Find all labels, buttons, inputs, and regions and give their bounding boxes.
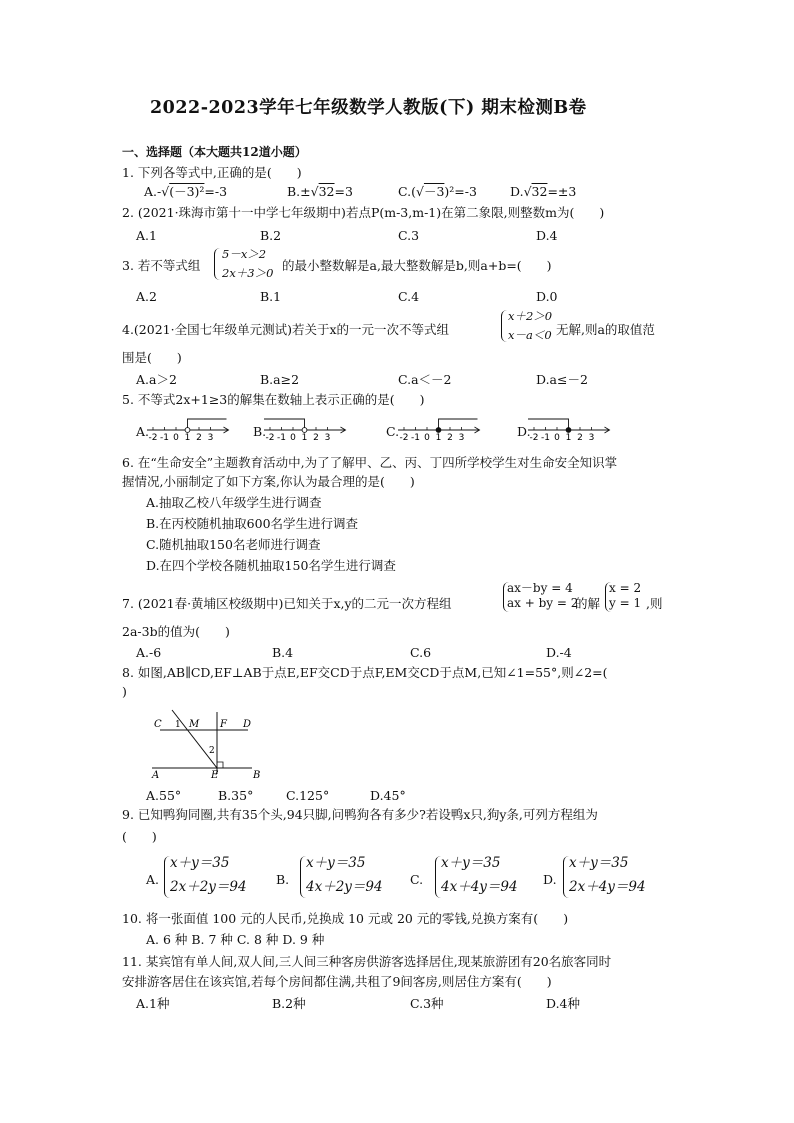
q7-post: ,则: [646, 596, 663, 611]
tick-label: -2: [399, 433, 409, 443]
q9-b-eq-1: x＋y＝35: [306, 855, 366, 871]
q4-option-b: B.a≥2: [260, 372, 300, 387]
label-m: M: [189, 719, 200, 730]
tick-label: 0: [173, 433, 179, 443]
solution-ray: [188, 419, 227, 430]
q9-b-eq-2: 4x＋2y＝94: [306, 879, 383, 895]
q4-option-d: D.a≤－2: [536, 372, 588, 387]
q1-d-radicand: 32: [531, 184, 548, 199]
q6-line-2: 握情况,小丽制定了如下方案,你认为最合理的是( ): [122, 474, 415, 489]
q3-option-b: B.1: [260, 289, 282, 304]
label-f: F: [220, 719, 227, 730]
q7-option-b: B.4: [272, 645, 294, 660]
q3-option-c: C.4: [398, 289, 420, 304]
q5-label-c: C.: [386, 424, 400, 439]
label-e: E: [211, 770, 219, 781]
q7-option-c: C.6: [410, 645, 432, 660]
tick-label: 1: [301, 433, 308, 443]
q6-option-a: A.抽取乙校八年级学生进行调查: [146, 495, 322, 510]
q9-c-eq-2: 4x＋4y＝94: [441, 879, 518, 895]
label-a: A: [152, 770, 160, 781]
q10-options: A. 6 种 B. 7 种 C. 8 种 D. 9 种: [146, 932, 325, 947]
q7-sol-1: x = 2: [609, 581, 642, 595]
q9-option-d-label: D.: [543, 872, 557, 887]
q1-a-radicand: (－3)²: [169, 184, 205, 199]
q3-ineq-1: 5－x＞2: [222, 247, 267, 261]
q8-line-1: 8. 如图,AB∥CD,EF⊥AB于点E,EF交CD于点F,EM交CD于点M,已知∠1=55°,则∠2=(: [122, 665, 608, 680]
q9-option-a-label: A.: [146, 872, 160, 887]
tick-label: 3: [207, 433, 214, 443]
radical-sign: √: [161, 184, 170, 199]
q11-option-b: B.2种: [272, 996, 306, 1011]
q2-option-c: C.3: [398, 228, 420, 243]
q9-option-b-label: B.: [276, 872, 290, 887]
tick-label: 1: [565, 433, 572, 443]
q7-cont: 2a-3b的值为( ): [122, 624, 230, 639]
q6-option-b: B.在丙校随机抽取600名学生进行调查: [146, 516, 359, 531]
label-angle-2: 2: [209, 746, 215, 756]
q6-line-1: 6. 在“生命安全”主题教育活动中,为了了解甲、乙、丙、丁四所学校学生对生命安全知识掌: [122, 455, 618, 470]
q8-option-b: B.35°: [218, 788, 254, 803]
tick-label: 0: [424, 433, 430, 443]
q9-line-1: 9. 已知鸭狗同圈,共有35个头,94只脚,问鸭狗各有多少?若设鸭x只,狗y条,可列方程组为: [122, 807, 598, 822]
q1-b-post: =3: [334, 184, 353, 199]
tick-label: 3: [588, 433, 595, 443]
solution-ray: [439, 419, 478, 430]
q4-ineq-2: x－a＜0: [508, 328, 552, 342]
number-line-c: [398, 419, 480, 443]
radical-sign: √: [523, 184, 532, 199]
tick-label: 0: [290, 433, 296, 443]
q8-line-2: ): [122, 684, 127, 699]
q3-pre: 3. 若不等式组: [122, 258, 201, 273]
q3-option-d: D.0: [536, 289, 558, 304]
tick-label: -1: [541, 433, 550, 443]
q2-option-d: D.4: [536, 228, 558, 243]
tick-label: 1: [435, 433, 442, 443]
q1-c-pre: C.(: [398, 184, 416, 199]
q5-stem: 5. 不等式2x+1≥3的解集在数轴上表示正确的是( ): [122, 392, 425, 407]
q9-a-eq-2: 2x＋2y＝94: [170, 879, 247, 895]
label-b: B: [253, 770, 261, 781]
q7-sol-2: y = 1: [609, 596, 642, 610]
number-line-d: [528, 419, 610, 443]
tick-label: -1: [160, 433, 169, 443]
q11-option-c: C.3种: [410, 996, 444, 1011]
closed-endpoint: [436, 428, 441, 433]
q6-option-c: C.随机抽取150名老师进行调查: [146, 537, 321, 552]
radical-sign: √: [310, 184, 319, 199]
q5-number-lines: [0, 0, 794, 460]
tick-label: 0: [554, 433, 560, 443]
q1-b-pre: B.±: [287, 184, 311, 199]
q1-c-post: )²=-3: [444, 184, 477, 199]
q7-eq-1: ax－by = 4: [507, 581, 573, 595]
tick-label: 2: [577, 433, 583, 443]
q9-line-2: ( ): [122, 829, 157, 844]
tick-label: 2: [447, 433, 453, 443]
q11-line-1: 11. 某宾馆有单人间,双人间,三人间三种客房供游客选择居住,现某旅游团有20名旅客同时: [122, 954, 612, 969]
q3-post: 的最小整数解是a,最大整数解是b,则a+b=( ): [282, 258, 552, 273]
q9-d-eq-2: 2x＋4y＝94: [569, 879, 646, 895]
q11-option-a: A.1种: [136, 996, 170, 1011]
q1-a-post: =-3: [204, 184, 228, 199]
q7-eq-2: ax + by = 2: [507, 596, 579, 610]
q4-post: 无解,则a的取值范: [556, 322, 655, 337]
tick-label: 1: [184, 433, 191, 443]
number-line-b: [264, 419, 346, 443]
q1-b-radicand: 32: [318, 184, 335, 199]
label-angle-1: 1: [175, 720, 181, 730]
q8-option-d: D.45°: [370, 788, 406, 803]
label-d: D: [243, 719, 252, 730]
q9-c-eq-1: x＋y＝35: [441, 855, 501, 871]
q10-stem: 10. 将一张面值 100 元的人民币,兑换成 10 元或 20 元的零钱,兑换方案有( ): [122, 911, 569, 926]
tick-label: 3: [458, 433, 465, 443]
page-title: 2022-2023学年七年级数学人教版(下) 期末检测B卷: [150, 98, 587, 118]
q2-stem: 2. (2021·珠海市第十一中学七年级期中)若点P(m-3,m-1)在第二象限,则整数m为( ): [122, 205, 605, 220]
label-c: C: [154, 719, 162, 730]
q9-option-c-label: C.: [410, 872, 424, 887]
q1-d-pre: D.: [510, 184, 524, 199]
q1-c-radicand: －3: [423, 184, 445, 199]
tick-label: -2: [265, 433, 275, 443]
q4-ineq-1: x＋2＞0: [508, 309, 553, 323]
q6-option-d: D.在四个学校各随机抽取150名学生进行调查: [146, 558, 396, 573]
q3-option-a: A.2: [136, 289, 157, 304]
right-angle-mark: [217, 762, 223, 768]
q4-pre: 4.(2021·全国七年级单元测试)若关于x的一元一次不等式组: [122, 322, 450, 337]
tick-label: -2: [148, 433, 158, 443]
open-endpoint: [302, 428, 307, 433]
number-line-a: [147, 419, 229, 443]
q8-option-c: C.125°: [286, 788, 330, 803]
q3-ineq-2: 2x＋3＞0: [222, 266, 274, 280]
section-heading: 一、选择题（本大题共12道小题）: [122, 145, 307, 159]
tick-label: 3: [324, 433, 331, 443]
q11-line-2: 安排游客居住在该宾馆,若每个房间都住满,共租了9间客房,则居住方案有( ): [122, 974, 552, 989]
q8-figure: [140, 708, 270, 784]
q5-label-b: B.: [253, 424, 267, 439]
q4-option-a: A.a＞2: [136, 372, 177, 387]
tick-label: -1: [411, 433, 420, 443]
q9-a-eq-1: x＋y＝35: [170, 855, 230, 871]
q1-a-pre: A.-: [144, 184, 162, 199]
q2-option-b: B.2: [260, 228, 282, 243]
q7-option-d: D.-4: [546, 645, 572, 660]
tick-label: 2: [313, 433, 319, 443]
q5-label-d: D.: [517, 424, 531, 439]
q8-option-a: A.55°: [146, 788, 182, 803]
q11-option-d: D.4种: [546, 996, 581, 1011]
tick-label: -1: [277, 433, 286, 443]
q9-d-eq-1: x＋y＝35: [569, 855, 629, 871]
tick-label: 2: [196, 433, 202, 443]
q7-mid: 的解: [575, 596, 601, 611]
open-endpoint: [185, 428, 190, 433]
q5-label-a: A.: [136, 424, 150, 439]
closed-endpoint: [566, 428, 571, 433]
tick-label: -2: [529, 433, 539, 443]
q2-option-a: A.1: [136, 228, 157, 243]
radical-sign: √: [415, 184, 424, 199]
q4-cont: 围是( ): [122, 350, 182, 365]
q7-pre: 7. (2021春·黄埔区校级期中)已知关于x,y的二元一次方程组: [122, 596, 452, 611]
q4-option-c: C.a＜－2: [398, 372, 452, 387]
q1-d-post: =±3: [547, 184, 577, 199]
q7-option-a: A.-6: [136, 645, 162, 660]
q1-stem: 1. 下列各等式中,正确的是( ): [122, 165, 302, 180]
